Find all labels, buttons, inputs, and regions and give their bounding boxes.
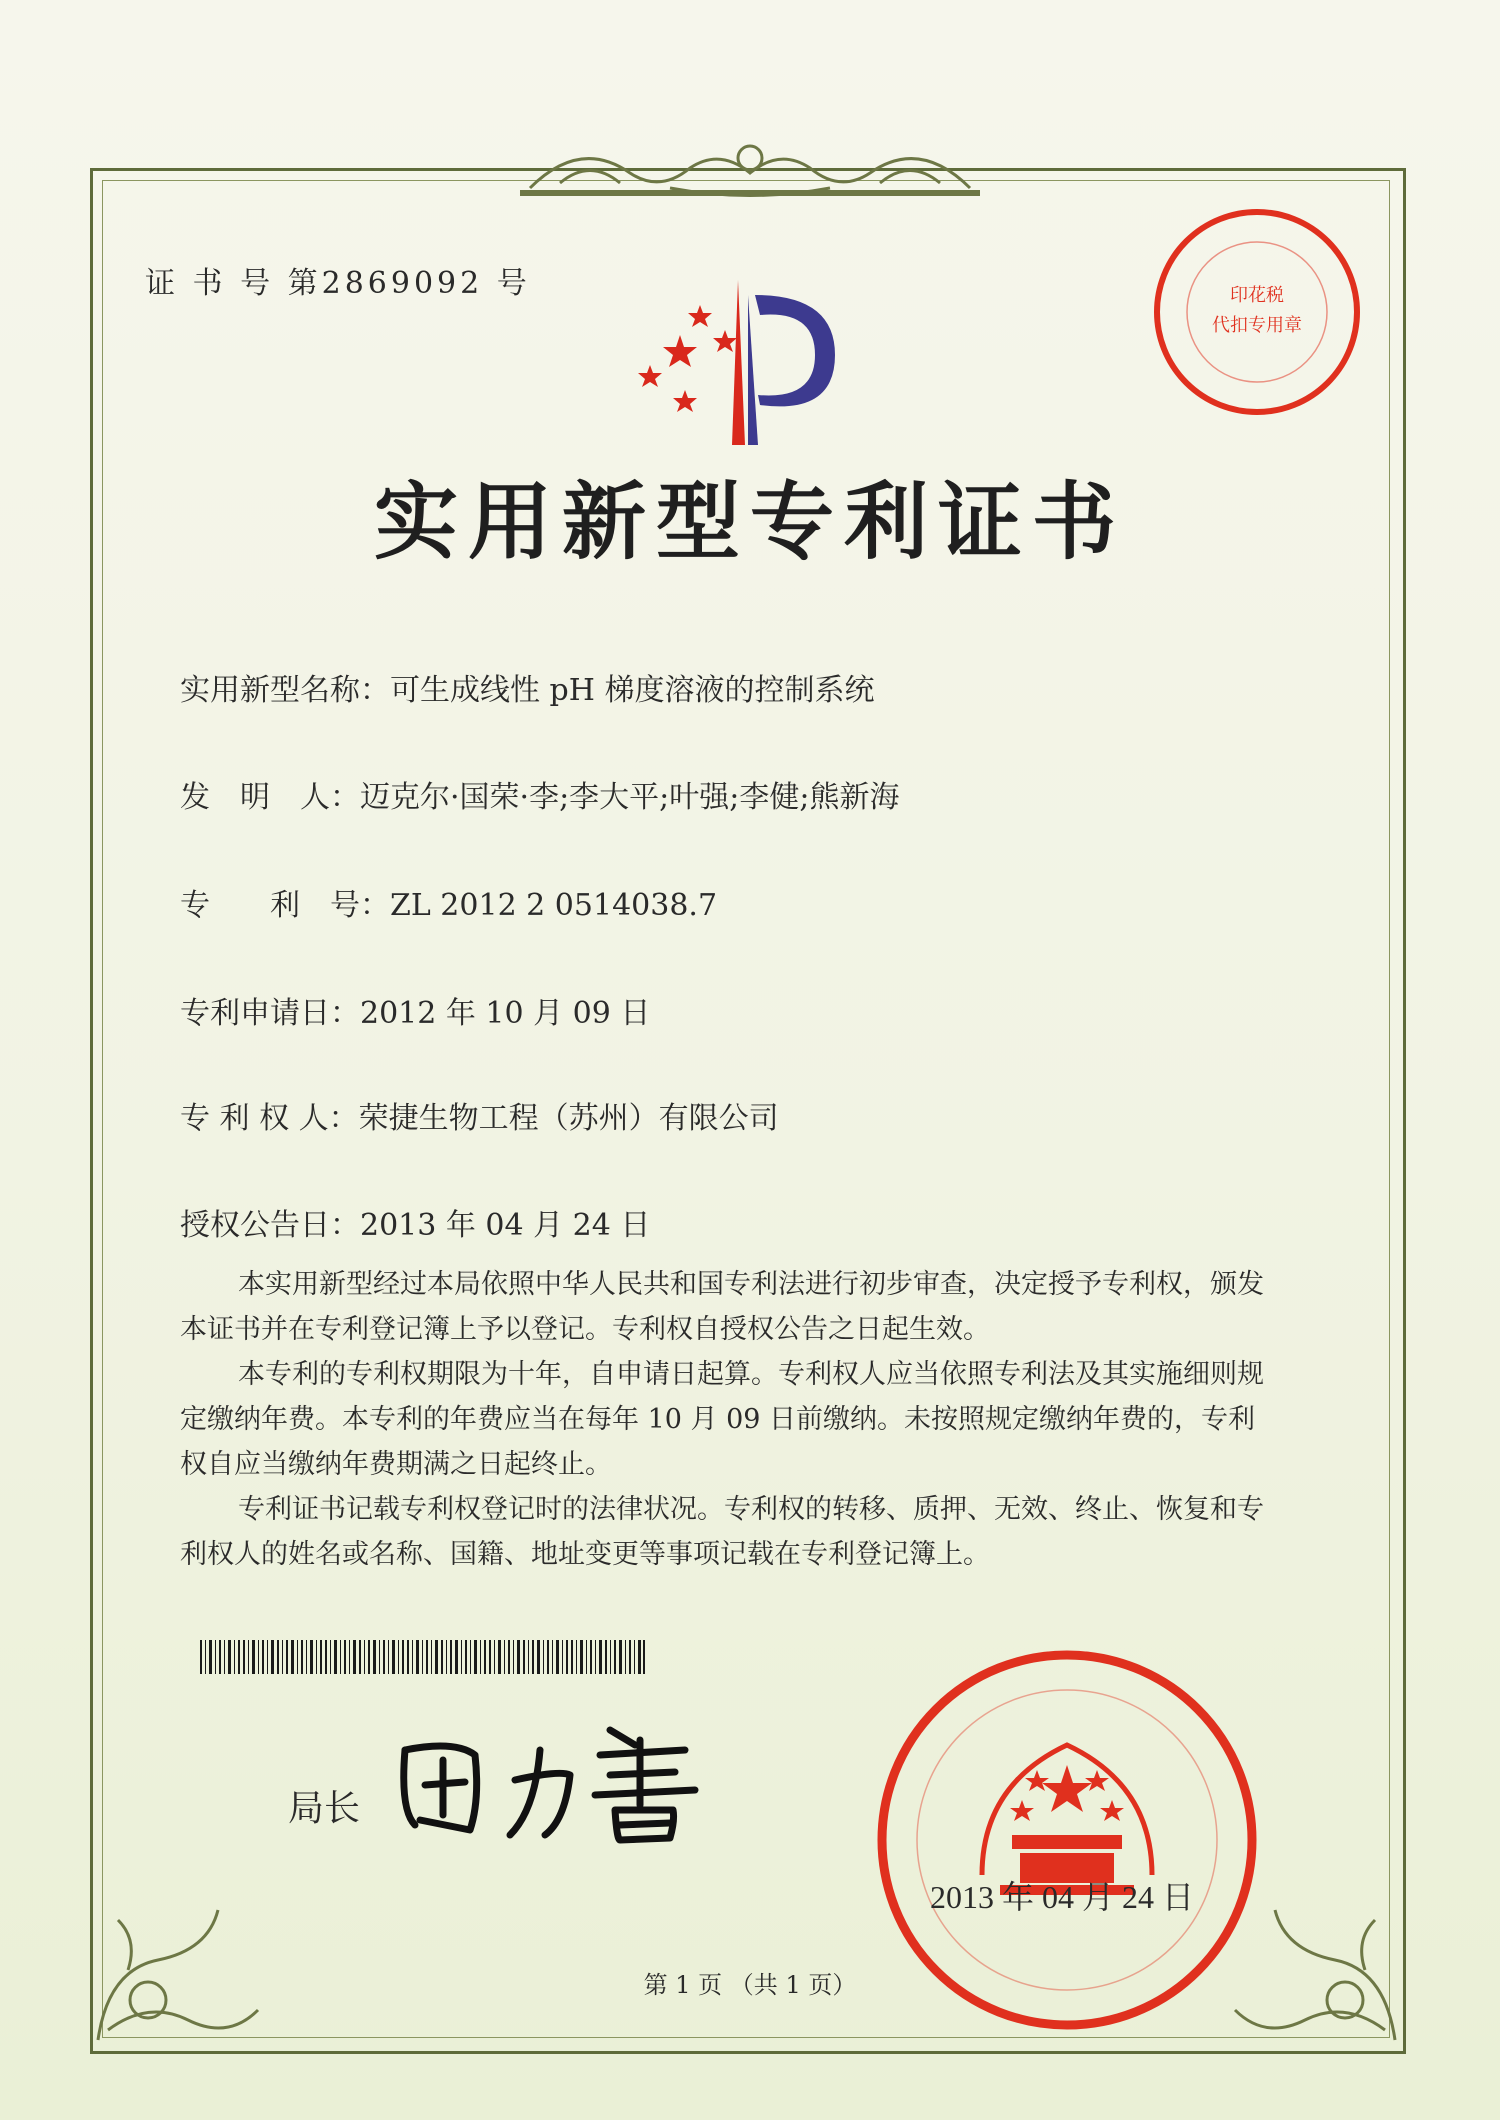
- barcode-icon: [200, 1640, 645, 1674]
- field-application-date: [180, 988, 650, 1032]
- body-paragraph-3: 专利证书记载专利权登记时的法律状况。专利权的转移、质押、无效、终止、恢复和专利权人的姓名或名称、国籍、地址变更等事项记载在专利登记簿上。: [180, 1494, 1264, 1570]
- field-patent-number: [180, 880, 717, 924]
- field-label: 授权公告日：: [180, 1208, 360, 1243]
- director-label: 局长: [288, 1788, 361, 1829]
- field-patentee: [180, 1093, 779, 1137]
- field-value: 荣捷生物工程（苏州）有限公司: [358, 1101, 779, 1136]
- field-utility-model-name: [180, 665, 874, 709]
- certificate-number: 证 书 号 第2869092 号: [145, 266, 531, 301]
- svg-text:印花税: 印花税: [1230, 285, 1284, 306]
- field-value: 迈克尔·国荣·李;李大平;叶强;李健;熊新海: [360, 780, 900, 815]
- tax-stamp-seal-icon: [1150, 205, 1365, 420]
- field-value: ZL 2012 2 0514038.7: [390, 888, 718, 923]
- seal-date: 2013 年 04 月 24 日: [930, 1879, 1195, 1915]
- field-value: 2013 年 04 月 24 日: [360, 1208, 651, 1243]
- field-grant-date: [180, 1200, 650, 1244]
- field-label: 专 利 权 人：: [180, 1101, 359, 1136]
- svg-text:代扣专用章: 代扣专用章: [1212, 315, 1302, 336]
- field-label: 实用新型名称：: [180, 673, 390, 708]
- field-value: 可生成线性 pH 梯度溶液的控制系统: [390, 673, 875, 708]
- field-label: 专 利 号：: [180, 888, 390, 923]
- director-signature-icon: [385, 1710, 715, 1850]
- page-number: 第 1 页 （共 1 页）: [643, 1971, 857, 1999]
- top-ornament-icon: [520, 128, 980, 208]
- field-value: 2012 年 10 月 09 日: [360, 996, 651, 1031]
- certificate-title: 实用新型专利证书: [373, 472, 1126, 571]
- body-paragraph-1: 本实用新型经过本局依照中华人民共和国专利法进行初步审查，决定授予专利权，颁发本证书并在专利登记簿上予以登记。专利权自授权公告之日起生效。: [180, 1269, 1264, 1345]
- field-label: 专利申请日：: [180, 996, 360, 1031]
- sipo-logo-icon: [620, 275, 860, 450]
- field-inventors: [180, 772, 900, 816]
- body-paragraph-2: 本专利的专利权期限为十年，自申请日起算。专利权人应当依照专利法及其实施细则规定缴纳年费。本专利的年费应当在每年 10 月 09 日前缴纳。未按照规定缴纳年费的，专利权自应当缴纳年费期满之日起终止。: [180, 1359, 1264, 1480]
- field-label: 发 明 人：: [180, 780, 360, 815]
